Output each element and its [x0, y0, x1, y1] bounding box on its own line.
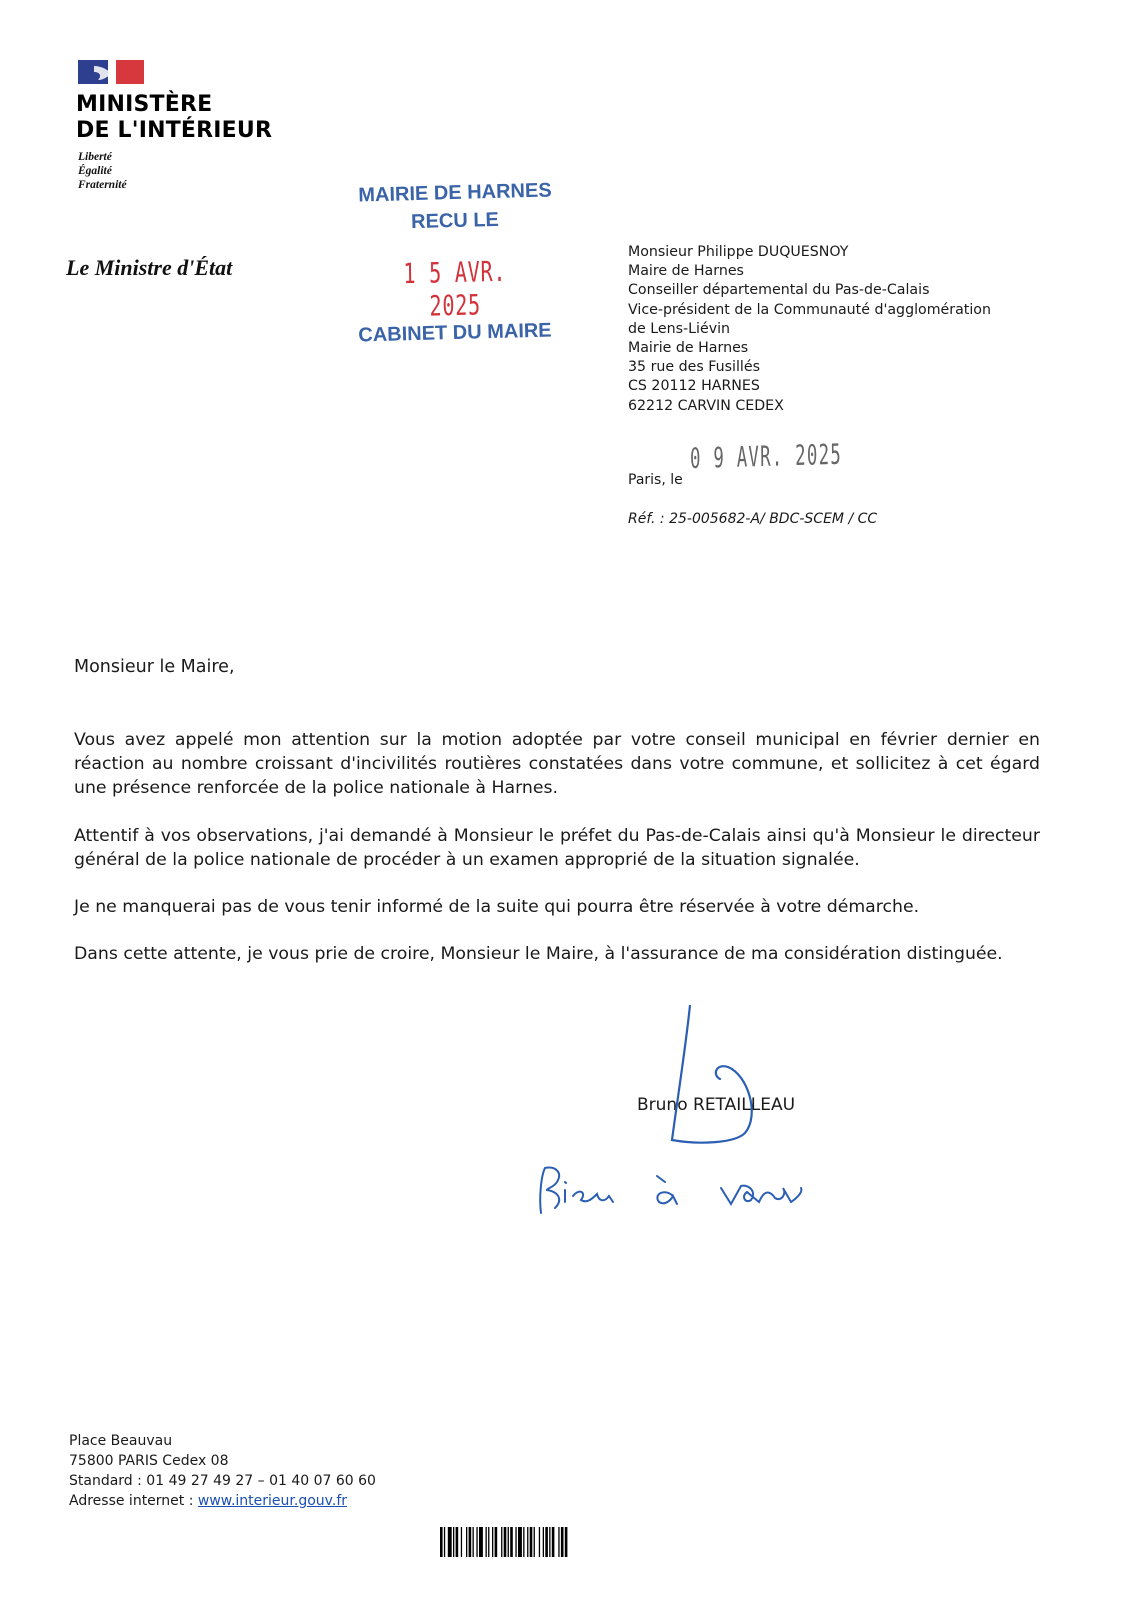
barcode [440, 1527, 670, 1557]
barcode-bar [510, 1527, 513, 1557]
footer-address-line-2: 75800 PARIS Cedex 08 [69, 1453, 229, 1469]
barcode-bar [453, 1527, 454, 1557]
address-line: de Lens-Liévin [628, 320, 731, 337]
address-line: CS 20112 HARNES [628, 378, 760, 395]
address-line: Mairie de Harnes [628, 340, 749, 357]
barcode-bar [527, 1527, 528, 1557]
barcode-bar [479, 1527, 483, 1557]
dateline-date-stamp: 0 9 AVR. 2025 [689, 437, 843, 475]
ministry-line-2: DE L'INTÉRIEUR [76, 118, 273, 143]
barcode-bar [523, 1527, 524, 1557]
paragraph-2: Attentif à vos observations, j'ai demandé à Monsieur le préfet du Pas-de-Calais ainsi qu'à Monsieur le directeur général de la police nationale de procéder à un examen approprié de la situation signalée. [74, 826, 1040, 870]
footer-phone: Standard : 01 49 27 49 27 – 01 40 07 60 60 [69, 1473, 376, 1489]
ministry-line-1: MINISTÈRE [76, 92, 213, 117]
motto-fraternite: Fraternité [78, 179, 127, 191]
barcode-bar [508, 1527, 509, 1557]
footer-address-line-1: Place Beauvau [69, 1433, 173, 1449]
republic-motto [78, 150, 127, 192]
dateline-place: Paris, le [628, 472, 683, 488]
ministry-name [76, 92, 272, 144]
barcode-bar [473, 1527, 474, 1557]
stamp-recu-le: RECU LE [410, 208, 500, 234]
barcode-bar [539, 1527, 540, 1557]
signer-name: Bruno RETAILLEAU [637, 1095, 796, 1115]
footer-web-link[interactable]: www.interieur.gouv.fr [197, 1493, 347, 1509]
barcode-bar [545, 1527, 548, 1557]
barcode-bar [565, 1527, 568, 1557]
barcode-bar [488, 1527, 489, 1557]
stamp-received-date: 1 5 AVR. 2025 [403, 254, 507, 323]
barcode-bar [534, 1527, 535, 1557]
barcode-bar [444, 1527, 445, 1557]
marianne-flag-logo [78, 60, 144, 84]
barcode-bar [530, 1527, 533, 1557]
barcode-bar [492, 1527, 493, 1557]
barcode-bar [476, 1527, 477, 1557]
barcode-bar [561, 1527, 564, 1557]
address-line: Maire de Harnes [628, 263, 744, 280]
barcode-bar [515, 1527, 516, 1557]
recipient-address [628, 243, 991, 416]
barcode-bar [501, 1527, 502, 1557]
barcode-bar [495, 1527, 498, 1557]
minister-title: Le Ministre d'État [66, 255, 233, 280]
reference-number: Réf. : 25-005682-A/ BDC-SCEM / CC [628, 511, 878, 527]
footer-web-label: Adresse internet : [69, 1493, 198, 1509]
barcode-bar [440, 1527, 443, 1557]
barcode-bar [448, 1527, 452, 1557]
barcode-bar [504, 1527, 507, 1557]
barcode-bar [456, 1527, 459, 1557]
address-line: 35 rue des Fusillés [628, 359, 760, 376]
salutation: Monsieur le Maire, [74, 657, 235, 677]
motto-liberte: Liberté [78, 151, 112, 163]
barcode-bar [461, 1527, 462, 1557]
barcode-bar [543, 1527, 544, 1557]
motto-egalite: Égalité [78, 165, 112, 177]
address-line: Conseiller départemental du Pas-de-Calais [628, 282, 930, 299]
handwritten-signature [620, 1005, 860, 1155]
address-line: Monsieur Philippe DUQUESNOY [628, 244, 849, 260]
barcode-bar [466, 1527, 467, 1557]
barcode-bar [552, 1527, 555, 1557]
footer-web [69, 1491, 376, 1511]
barcode-bar [469, 1527, 472, 1557]
handwritten-note-bien-a-vous [535, 1158, 845, 1228]
stamp-mairie: MAIRIE DE HARNES [358, 179, 552, 207]
address-line: 62212 CARVIN CEDEX [628, 397, 784, 414]
barcode-bar [518, 1527, 522, 1557]
barcode-bar [558, 1527, 559, 1557]
paragraph-3: Je ne manquerai pas de vous tenir informé de la suite qui pourra être réservée à votre démarche. [74, 897, 920, 917]
paragraph-1: Vous avez appelé mon attention sur la motion adoptée par votre conseil municipal en février dernier en réaction au nombre croissant d'incivilités routières constatées dans votre commune, et sollicitez à cet égard une présence renforcée de la police nationale à Harnes. [74, 730, 1040, 798]
barcode-bar [549, 1527, 550, 1557]
barcode-bar [486, 1527, 487, 1557]
paragraph-4: Dans cette attente, je vous prie de croire, Monsieur le Maire, à l'assurance de ma considération distinguée. [74, 944, 1003, 964]
stamp-cabinet: CABINET DU MAIRE [358, 319, 552, 347]
footer-contact [69, 1431, 376, 1511]
address-line: Vice-président de la Communauté d'agglomération [628, 301, 991, 318]
